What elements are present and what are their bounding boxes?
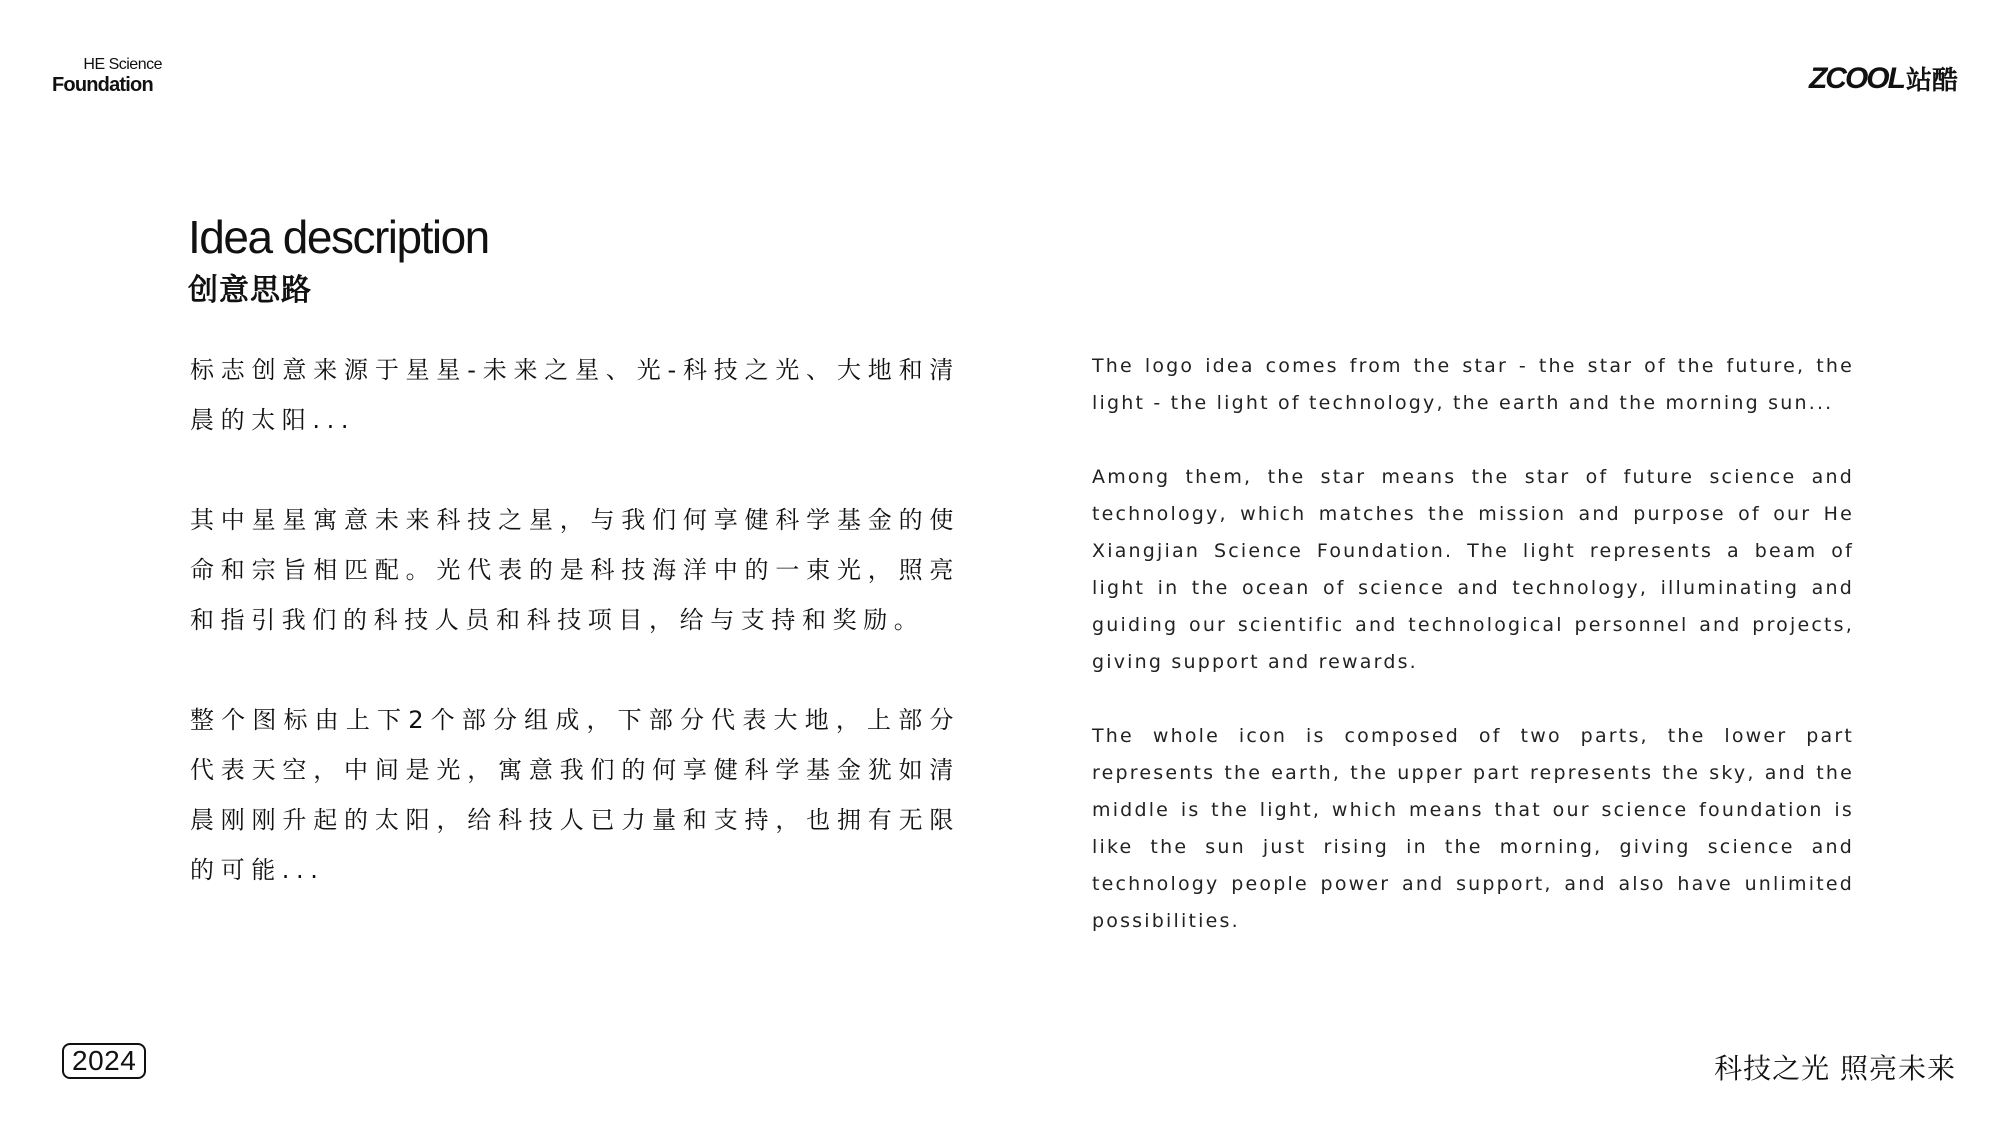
page-subtitle-cn: 创意思路: [188, 273, 312, 308]
page-title: Idea description: [188, 211, 489, 263]
zcool-logo: [1809, 60, 1958, 97]
year-badge: 2024: [62, 1043, 146, 1079]
zcool-brand-cn: 站酷: [1905, 66, 1958, 96]
zcool-brand-text: ZCOOL: [1808, 61, 1904, 95]
logo-line-2: Foundation: [52, 74, 153, 96]
cn-paragraph-3: 整个图标由上下2个部分组成，下部分代表大地，上部分代表天空，中间是光，寓意我们的何享健科学基金犹如清晨刚刚升起的太阳，给科技人已力量和支持，也拥有无限的可能...: [190, 706, 960, 884]
logo-line-1: HE Science: [83, 56, 162, 73]
he-science-foundation-logo: [52, 56, 162, 96]
slogan: 科技之光 照亮未来: [1714, 1052, 1956, 1085]
en-paragraph-3: The whole icon is composed of two parts, the lower part represents the earth, the upper part represents the sky, and the middle is the light, which means that our science foundation is like the sun just rising in the morning, giving science and technology people power and support, and also have unlimited possibilities.: [1092, 725, 1854, 932]
cn-paragraph-1: 标志创意来源于星星-未来之星、光-科技之光、大地和清晨的太阳...: [190, 356, 960, 434]
chinese-description: [190, 345, 960, 945]
cn-paragraph-2: 其中星星寓意未来科技之星，与我们何享健科学基金的使命和宗旨相匹配。光代表的是科技海洋中的一束光，照亮和指引我们的科技人员和科技项目，给与支持和奖励。: [190, 506, 960, 634]
en-paragraph-2: Among them, the star means the star of future science and technology, which matches the mission and purpose of our He Xiangjian Science Foundation. The light represents a beam of light in the ocean of science and technology, illuminating and guiding our scientific and technological personnel and projects, giving support and rewards.: [1092, 466, 1854, 673]
en-paragraph-1: The logo idea comes from the star - the star of the future, the light - the light of technology, the earth and the morning sun...: [1092, 355, 1854, 414]
english-description: [1092, 348, 1854, 977]
